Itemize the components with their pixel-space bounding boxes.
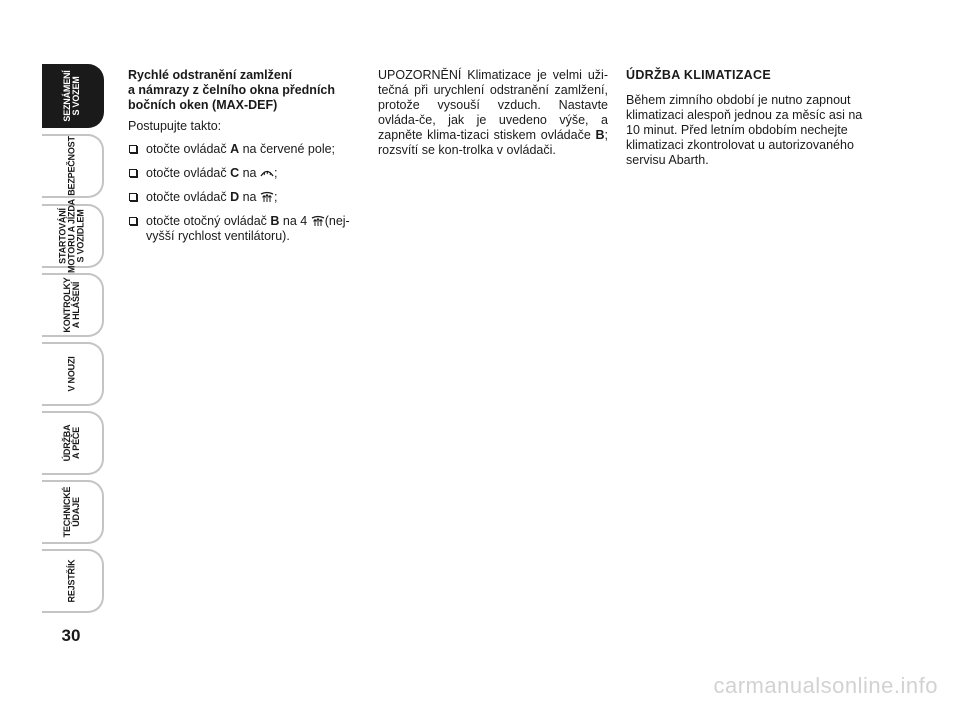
warning-text: UPOZORNĚNÍ Klimatizace je velmi uži-tečná při urychlení odstranění zamlžení, protože vysouší vzduch. Nastavte ovláda-če, jak je uvedeno výše, a zapněte klima-tizaci stiskem ovládače	[378, 68, 608, 142]
list-item	[128, 142, 368, 157]
heading-line: bočních oken (MAX-DEF)	[128, 98, 278, 112]
tab-label: BEZPEČNOST	[66, 136, 77, 196]
control-key: B	[270, 214, 280, 228]
step-text: ;	[273, 190, 278, 204]
defrost-windshield-icon	[260, 167, 274, 179]
control-key: B	[595, 128, 605, 142]
tab-label: STARTOVÁNÍ MOTORU A JÍZDA S VOZIDLEM	[57, 199, 86, 273]
column-warning	[378, 68, 608, 158]
section-tab-strip	[42, 64, 104, 620]
control-key: D	[230, 190, 240, 204]
heading-line: Rychlé odstranění zamlžení	[128, 68, 292, 82]
fan-icon	[311, 215, 325, 227]
step-text: otočte ovládač	[146, 190, 231, 204]
step-text: na	[239, 190, 260, 204]
checkbox-bullet-icon	[129, 145, 137, 153]
checkbox-bullet-icon	[129, 193, 137, 201]
warning-paragraph	[378, 68, 608, 158]
tab-bezpecnost[interactable]	[42, 134, 104, 198]
tab-label: KONTROLKY A HLÁŠENÍ	[62, 277, 81, 333]
air-to-windshield-icon	[260, 191, 274, 203]
control-key: A	[230, 142, 240, 156]
watermark-text: carmanualsonline.info	[713, 673, 938, 698]
list-item	[128, 190, 368, 205]
steps-list	[128, 142, 368, 244]
step-text: otočte ovládač	[146, 166, 231, 180]
warning-text: ; rozsvítí se kon-trolka v ovládači.	[378, 128, 608, 157]
tab-label: V NOUZI	[66, 356, 77, 392]
heading-line: a námrazy z čelního okna předních	[128, 83, 336, 97]
step-text: na červené pole;	[239, 142, 336, 156]
step-text: na 4	[279, 214, 311, 228]
tab-seznameni-s-vozem[interactable]	[42, 64, 104, 128]
page-number: 30	[61, 626, 81, 645]
body-paragraph: Během zimního období je nutno zapnout klimatizaci alespoň jednou za měsíc asi na 10 minut. Před letním obdobím nechejte klimatizaci zkontrolovat u autorizovaného servisu Abarth.	[626, 93, 863, 167]
step-text: na	[239, 166, 260, 180]
step-text: otočte otočný ovládač	[146, 214, 271, 228]
list-item	[128, 214, 368, 244]
tab-label: TECHNICKÉ ÚDAJE	[62, 486, 81, 538]
step-text: ;	[273, 166, 278, 180]
checkbox-bullet-icon	[129, 217, 137, 225]
column-max-def	[128, 68, 368, 253]
tab-kontrolky[interactable]	[42, 273, 104, 337]
tab-label: SEZNÁMENÍ S VOZEM	[62, 70, 81, 122]
tab-v-nouzi[interactable]	[42, 342, 104, 406]
step-text: otočte ovládač	[146, 142, 231, 156]
intro-text: Postupujte takto:	[128, 119, 222, 133]
checkbox-bullet-icon	[129, 169, 137, 177]
tab-rejstrik[interactable]	[42, 549, 104, 613]
list-item	[128, 166, 368, 181]
control-key: C	[230, 166, 240, 180]
tab-udrzba[interactable]	[42, 411, 104, 475]
tab-label: REJSTŘÍK	[66, 559, 77, 603]
step-text: (nej-vyšší rychlost ventilátoru).	[146, 214, 350, 243]
section-heading	[128, 68, 368, 113]
tab-technicke-udaje[interactable]	[42, 480, 104, 544]
column-maintenance	[626, 68, 866, 168]
tab-label: ÚDRŽBA A PÉČE	[62, 424, 81, 462]
tab-startovani[interactable]	[42, 199, 104, 273]
section-heading: ÚDRŽBA KLIMATIZACE	[626, 68, 771, 82]
